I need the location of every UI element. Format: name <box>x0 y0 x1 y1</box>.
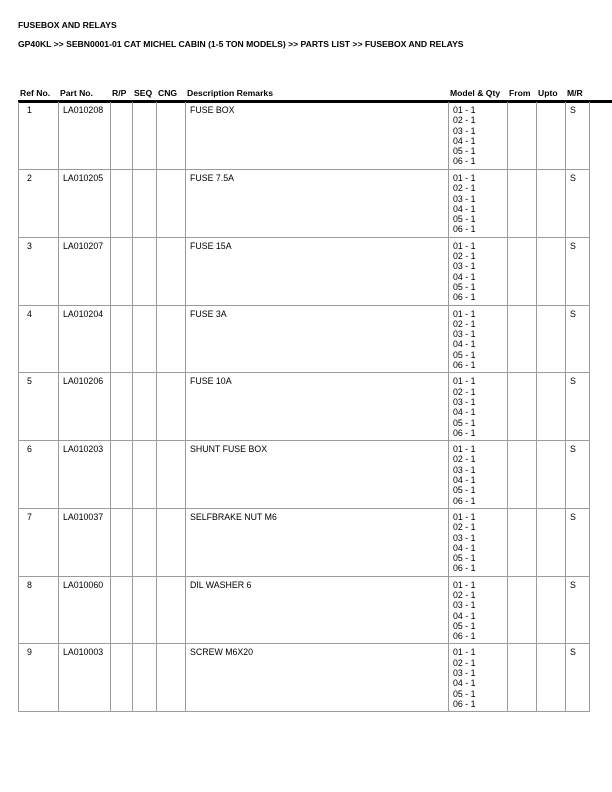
table-row <box>19 305 590 373</box>
model-qty-line: 03 - 1 <box>453 464 476 475</box>
cell-cng <box>157 576 186 644</box>
cell-description: SCREW M6X20 <box>186 644 449 712</box>
cell-cng <box>157 305 186 373</box>
cell-seq <box>133 305 157 373</box>
table-body <box>19 102 590 712</box>
model-qty-line: 06 - 1 <box>453 698 476 709</box>
model-qty-line: 04 - 1 <box>453 407 476 418</box>
cell-cng <box>157 102 186 170</box>
model-qty-line: 04 - 1 <box>453 678 476 689</box>
model-qty-line: 05 - 1 <box>453 485 476 496</box>
model-qty-line: 03 - 1 <box>453 261 476 272</box>
table-row <box>19 373 590 441</box>
model-qty-line: 03 - 1 <box>453 668 476 679</box>
model-qty-line: 03 - 1 <box>453 532 476 543</box>
model-qty-line: 05 - 1 <box>453 214 476 225</box>
cell-mr: S <box>566 644 590 712</box>
model-qty-line: 06 - 1 <box>453 427 476 438</box>
cell-ref-no: 6 <box>19 441 59 509</box>
column-header-ref-no: Ref No. <box>20 88 51 98</box>
cell-mr: S <box>566 576 590 644</box>
model-qty-line: 02 - 1 <box>453 522 476 533</box>
model-qty-line: 02 - 1 <box>453 386 476 397</box>
model-qty-line: 01 - 1 <box>453 376 476 387</box>
model-qty-line: 06 - 1 <box>453 224 476 235</box>
cell-ref-no: 3 <box>19 237 59 305</box>
table-row <box>19 237 590 305</box>
model-qty-line: 05 - 1 <box>453 688 476 699</box>
column-header-model-qty: Model & Qty <box>450 88 501 98</box>
cell-description: FUSE BOX <box>186 102 449 170</box>
cell-model-qty <box>449 305 508 373</box>
cell-model-qty <box>449 170 508 238</box>
cell-mr: S <box>566 373 590 441</box>
model-qty-line: 06 - 1 <box>453 292 476 303</box>
cell-upto <box>537 305 566 373</box>
cell-ref-no: 7 <box>19 508 59 576</box>
cell-seq <box>133 508 157 576</box>
cell-seq <box>133 102 157 170</box>
model-qty-line: 02 - 1 <box>453 115 476 126</box>
cell-ref-no: 9 <box>19 644 59 712</box>
cell-description: SHUNT FUSE BOX <box>186 441 449 509</box>
model-qty-line: 06 - 1 <box>453 156 476 167</box>
cell-mr: S <box>566 170 590 238</box>
cell-seq <box>133 576 157 644</box>
cell-rp <box>111 373 133 441</box>
cell-mr: S <box>566 508 590 576</box>
cell-upto <box>537 441 566 509</box>
column-header-cng: CNG <box>158 88 178 98</box>
cell-upto <box>537 170 566 238</box>
cell-description: FUSE 7.5A <box>186 170 449 238</box>
model-qty-line: 05 - 1 <box>453 417 476 428</box>
cell-seq <box>133 237 157 305</box>
cell-cng <box>157 441 186 509</box>
cell-mr: S <box>566 305 590 373</box>
model-qty-line: 05 - 1 <box>453 620 476 631</box>
table-row <box>19 576 590 644</box>
cell-from <box>508 305 537 373</box>
cell-mr: S <box>566 237 590 305</box>
table-header-row <box>18 88 589 98</box>
model-qty-line: 02 - 1 <box>453 251 476 262</box>
model-qty-line: 02 - 1 <box>453 657 476 668</box>
cell-mr: S <box>566 441 590 509</box>
cell-cng <box>157 508 186 576</box>
cell-upto <box>537 508 566 576</box>
model-qty-line: 01 - 1 <box>453 444 476 455</box>
model-qty-line: 03 - 1 <box>453 396 476 407</box>
cell-cng <box>157 373 186 441</box>
column-header-rp: R/P <box>112 88 127 98</box>
model-qty-line: 04 - 1 <box>453 135 476 146</box>
cell-rp <box>111 170 133 238</box>
cell-part-no: LA010003 <box>59 644 111 712</box>
cell-model-qty <box>449 508 508 576</box>
cell-part-no: LA010208 <box>59 102 111 170</box>
model-qty-line: 01 - 1 <box>453 105 476 115</box>
cell-ref-no: 8 <box>19 576 59 644</box>
cell-from <box>508 102 537 170</box>
cell-description: SELFBRAKE NUT M6 <box>186 508 449 576</box>
model-qty-line: 02 - 1 <box>453 454 476 465</box>
cell-upto <box>537 644 566 712</box>
column-header-from: From <box>509 88 531 98</box>
column-header-part-no: Part No. <box>60 88 93 98</box>
breadcrumb: GP40KL >> SEBN0001-01 CAT MICHEL CABIN (1-5 TON MODELS) >> PARTS LIST >> FUSEBOX AND RELAYS <box>18 39 464 49</box>
cell-rp <box>111 576 133 644</box>
cell-mr: S <box>566 102 590 170</box>
cell-rp <box>111 441 133 509</box>
cell-rp <box>111 644 133 712</box>
cell-rp <box>111 102 133 170</box>
cell-seq <box>133 441 157 509</box>
model-qty-line: 03 - 1 <box>453 600 476 611</box>
column-header-seq: SEQ <box>134 88 153 98</box>
cell-cng <box>157 237 186 305</box>
cell-from <box>508 644 537 712</box>
model-qty-line: 01 - 1 <box>453 579 476 590</box>
cell-seq <box>133 373 157 441</box>
table-row <box>19 644 590 712</box>
model-qty-line: 04 - 1 <box>453 475 476 486</box>
cell-rp <box>111 237 133 305</box>
cell-upto <box>537 102 566 170</box>
column-header-upto: Upto <box>538 88 558 98</box>
model-qty-line: 02 - 1 <box>453 183 476 194</box>
model-qty-line: 02 - 1 <box>453 318 476 329</box>
model-qty-line: 04 - 1 <box>453 203 476 214</box>
column-header-description: Description Remarks <box>187 88 273 98</box>
model-qty-line: 06 - 1 <box>453 495 476 506</box>
cell-upto <box>537 373 566 441</box>
cell-model-qty <box>449 441 508 509</box>
model-qty-line: 05 - 1 <box>453 146 476 157</box>
model-qty-line: 01 - 1 <box>453 308 476 319</box>
model-qty-line: 05 - 1 <box>453 349 476 360</box>
cell-part-no: LA010206 <box>59 373 111 441</box>
model-qty-line: 01 - 1 <box>453 173 476 183</box>
table-row <box>19 441 590 509</box>
table-row <box>19 170 590 238</box>
model-qty-line: 04 - 1 <box>453 610 476 621</box>
model-qty-line: 06 - 1 <box>453 631 476 642</box>
cell-seq <box>133 644 157 712</box>
cell-cng <box>157 170 186 238</box>
page-title: FUSEBOX AND RELAYS <box>18 20 117 30</box>
model-qty-line: 03 - 1 <box>453 329 476 340</box>
cell-description: FUSE 15A <box>186 237 449 305</box>
cell-ref-no: 2 <box>19 170 59 238</box>
cell-part-no: LA010203 <box>59 441 111 509</box>
cell-part-no: LA010037 <box>59 508 111 576</box>
cell-from <box>508 576 537 644</box>
model-qty-line: 02 - 1 <box>453 589 476 600</box>
model-qty-line: 01 - 1 <box>453 511 476 522</box>
cell-from <box>508 170 537 238</box>
cell-part-no: LA010207 <box>59 237 111 305</box>
cell-rp <box>111 508 133 576</box>
cell-description: FUSE 3A <box>186 305 449 373</box>
cell-ref-no: 5 <box>19 373 59 441</box>
cell-model-qty <box>449 644 508 712</box>
model-qty-line: 04 - 1 <box>453 339 476 350</box>
cell-from <box>508 237 537 305</box>
cell-seq <box>133 170 157 238</box>
cell-ref-no: 1 <box>19 102 59 170</box>
cell-description: FUSE 10A <box>186 373 449 441</box>
cell-upto <box>537 576 566 644</box>
cell-from <box>508 508 537 576</box>
model-qty-line: 03 - 1 <box>453 193 476 204</box>
model-qty-line: 03 - 1 <box>453 125 476 136</box>
cell-from <box>508 441 537 509</box>
cell-cng <box>157 644 186 712</box>
cell-upto <box>537 237 566 305</box>
model-qty-line: 04 - 1 <box>453 542 476 553</box>
model-qty-line: 05 - 1 <box>453 553 476 564</box>
cell-model-qty <box>449 102 508 170</box>
cell-ref-no: 4 <box>19 305 59 373</box>
cell-part-no: LA010205 <box>59 170 111 238</box>
cell-part-no: LA010060 <box>59 576 111 644</box>
column-header-mr: M/R <box>567 88 583 98</box>
cell-model-qty <box>449 576 508 644</box>
model-qty-line: 05 - 1 <box>453 281 476 292</box>
cell-part-no: LA010204 <box>59 305 111 373</box>
model-qty-line: 01 - 1 <box>453 647 476 658</box>
model-qty-line: 01 - 1 <box>453 240 476 251</box>
cell-model-qty <box>449 373 508 441</box>
model-qty-line: 06 - 1 <box>453 360 476 371</box>
cell-from <box>508 373 537 441</box>
parts-table <box>18 102 590 712</box>
model-qty-line: 04 - 1 <box>453 271 476 282</box>
model-qty-line: 06 - 1 <box>453 563 476 574</box>
table-row <box>19 102 590 170</box>
cell-rp <box>111 305 133 373</box>
table-row <box>19 508 590 576</box>
cell-description: DIL WASHER 6 <box>186 576 449 644</box>
cell-model-qty <box>449 237 508 305</box>
